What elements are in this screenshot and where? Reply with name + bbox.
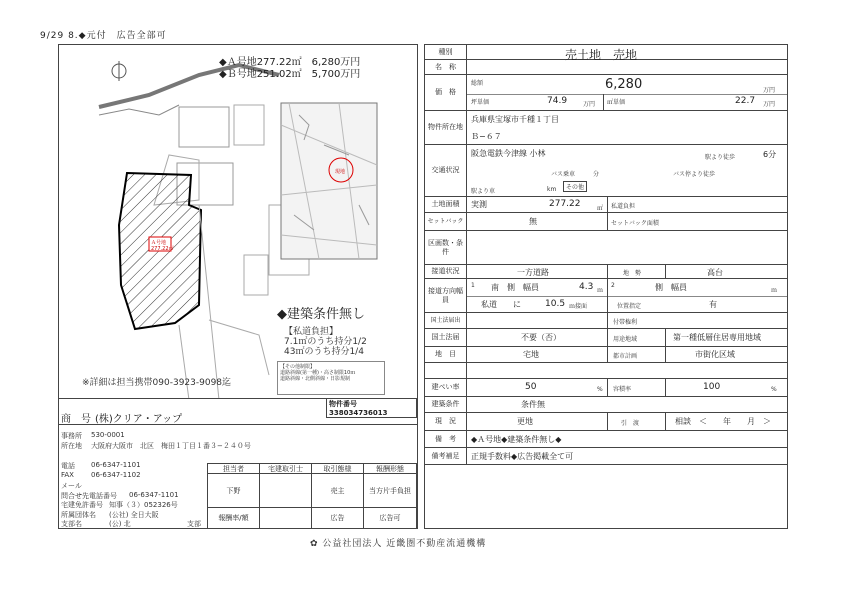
footer-text: 公益社団法人 近畿圏不動産流通機構: [322, 539, 487, 549]
private-road-note: 【私道負担】 7.1㎡のうち持分1/2 43㎡のうち持分1/4: [284, 327, 367, 357]
spec-row-supplement: 備考補足 正規手数料◆広告掲載全て可: [425, 448, 787, 465]
address-value: 大阪府大阪市 北区 梅田１丁目１番３−２４０号: [91, 442, 251, 450]
dir2-unit: ｍ: [771, 287, 778, 294]
spec-row-setback: セットバック 無 セットバック面積: [425, 213, 787, 231]
tel-value: 06-6347-1101: [91, 461, 141, 469]
office-value: 530-0001: [91, 431, 125, 439]
table-cell: 売主: [312, 474, 364, 508]
private-road-label: 私道負担: [611, 203, 636, 210]
area-value: 277.22: [549, 199, 581, 209]
spec-row-name: 名 称: [425, 60, 787, 75]
dir1: 南 側 幅員: [491, 283, 539, 292]
spec-row-category: 地 目 宅地 都市計画 市街化区域: [425, 347, 787, 363]
fax-value: 06-6347-1102: [91, 471, 141, 479]
tel-label: 電話: [61, 462, 75, 470]
table-header: 報酬形態: [364, 464, 417, 474]
walk-label: 駅より徒歩: [705, 154, 736, 161]
remarks-value: ◆Ａ号地◆建築条件無し◆: [471, 435, 562, 444]
lot-a-label: ◆Ａ号地277.22㎡ 6,280万円: [219, 57, 361, 68]
road-value: 一方道路: [517, 268, 549, 277]
city-plan-label: 都市計画: [613, 353, 638, 360]
floor-ratio-label: 容積率: [613, 386, 632, 393]
price-total-label: 総額: [471, 80, 484, 87]
ad-label: 広告: [312, 508, 364, 529]
spec-row-count: 区画数・条件: [425, 231, 787, 265]
dir1-unit: ｍ: [597, 287, 604, 294]
area-unit: ㎡: [597, 205, 604, 212]
position-label: 位置指定: [617, 303, 642, 310]
utility-label: 付帯権利: [613, 319, 638, 326]
lot-b-label: ◆Ｂ号地251.02㎡ 5,700万円: [219, 69, 361, 80]
handover-value: 相談 ＜ 年 月 ＞: [675, 417, 771, 426]
spec-row-location: 物件所在地 兵庫県宝塚市千種１丁目 Ｂ−６７: [425, 111, 787, 145]
type-value: 売土地 売地: [565, 48, 638, 62]
inquiry-value: 06-6347-1101: [129, 491, 179, 499]
mail-label: メール: [61, 482, 82, 490]
spec-row-remarks: 備 考 ◆Ａ号地◆建築条件無し◆: [425, 431, 787, 448]
fee-value: [260, 508, 312, 529]
price-total: 6,280: [605, 77, 643, 92]
property-spec-panel: [424, 44, 788, 529]
company-label: 商 号: [61, 414, 91, 425]
spec-row-direction: 接道方向幅員 1 南 側 幅員 4.3 ｍ 2 側 幅員 ｍ 私道 に 10.5 ｍ接面 位置指定 有: [425, 279, 787, 313]
spec-row-building: 建築条件 条件無: [425, 397, 787, 413]
floor-ratio-unit: %: [771, 386, 777, 393]
restriction-box: 【その他制限】 道路斜線(第一種)・高さ制限10ｍ 道路斜線・北側斜線・日影規制: [277, 361, 385, 395]
spec-row-blank: [425, 363, 787, 379]
other-label: その他: [563, 181, 587, 192]
map-area: [59, 45, 417, 399]
terrain-label: 地 勢: [623, 270, 642, 277]
license-value: 知事（３）052326号: [109, 501, 178, 509]
tsubo-unit: 万円: [583, 101, 596, 108]
price-unit: 万円: [763, 87, 776, 94]
category-value: 宅地: [523, 350, 539, 359]
branch-value: (公) 北: [109, 520, 131, 528]
floor-ratio-value: 100: [703, 382, 721, 392]
building-cond-value: 条件無: [521, 400, 545, 409]
ad-value: 広告可: [364, 508, 417, 529]
table-header: 取引態様: [312, 464, 364, 474]
tsubo-label: 坪単価: [471, 99, 490, 106]
sqm-value: 22.7: [735, 96, 756, 106]
association-value: (公社) 全日大阪: [109, 511, 159, 519]
condition-note: ◆建築条件無し: [277, 307, 365, 322]
lot-mark-area: 277.22㎡: [151, 246, 174, 252]
dir1-width: 4.3: [579, 282, 594, 292]
zoning-value: 第一種低層住居専用地域: [673, 333, 761, 342]
land-use-value: 不要（否）: [521, 333, 561, 342]
license-label: 宅建免許番号: [61, 501, 103, 509]
frontage-unit: ｍ接面: [569, 303, 588, 310]
tsubo-value: 74.9: [547, 96, 568, 106]
bus-walk: バス停より徒歩: [673, 171, 716, 178]
city-plan-value: 市街化区域: [695, 350, 735, 359]
property-map-panel: [58, 44, 418, 529]
table-header: 担当者: [208, 464, 260, 474]
spec-row-national: 国土法届出 付帯権利: [425, 313, 787, 329]
table-cell: [260, 474, 312, 508]
locator-map: [281, 103, 377, 259]
spec-row-road: 接道状況 一方道路 地 勢 高台: [425, 265, 787, 279]
branch-label: 支部名: [61, 520, 82, 528]
divider: [59, 424, 417, 425]
frontage: 10.5: [545, 299, 566, 309]
zoning-label: 用途地域: [613, 336, 638, 343]
build-ratio-value: 50: [525, 382, 537, 392]
branch-suffix: 支部: [187, 520, 201, 528]
car-label: 駅より車: [471, 188, 496, 195]
agent-transaction-table: [207, 463, 417, 529]
location-line-1: 兵庫県宝塚市千種１丁目: [471, 115, 559, 124]
office-label: 事務所: [61, 432, 82, 440]
dir1-no: 1: [471, 282, 475, 289]
organization-logo-icon: ✿: [310, 539, 323, 549]
table-header: 宅建取引士: [260, 464, 312, 474]
line-value: 阪急電鉄今津線 小林: [471, 149, 546, 158]
area-kind: 実測: [471, 200, 487, 209]
address-label: 所在地: [61, 442, 82, 450]
memo: 9/29 8.◆元付 広告全部可: [40, 31, 167, 41]
spec-row-price: 価 格 総額 6,280 万円 坪単価 74.9 万円 ㎡単価 22.7 万円: [425, 75, 787, 111]
walk-value: 6分: [763, 150, 777, 159]
spec-row-status: 現 況 更地 引 渡 相談 ＜ 年 月 ＞: [425, 413, 787, 431]
table-cell: 下野: [208, 474, 260, 508]
detail-note: ※詳細は担当携帯090-3923-9098迄: [82, 378, 232, 388]
sqm-unit: 万円: [763, 101, 776, 108]
dir2: 側 幅員: [655, 283, 687, 292]
position-value: 有: [709, 300, 717, 309]
terrain-value: 高台: [707, 268, 723, 277]
location-mark-text: 現地: [335, 169, 346, 175]
spec-row-land-use: 国土法届 不要（否） 用途地域 第一種低層住居専用地域: [425, 329, 787, 347]
lot-mark-text: Ａ号地: [151, 240, 167, 246]
build-ratio-unit: %: [597, 386, 603, 393]
association-label: 所属団体名: [61, 511, 96, 519]
spec-row-ratio: 建ぺい率 50 % 容積率 100 %: [425, 379, 787, 397]
location-line-2: Ｂ−６７: [471, 132, 502, 141]
setback-area-label: セットバック面積: [611, 220, 659, 227]
bus-ride: バス乗車 分: [551, 171, 600, 178]
spec-row-traffic: 交通状況 阪急電鉄今津線 小林 駅より徒歩 6分 バス乗車 分 バス停より徒歩 その他 駅より車 km: [425, 145, 787, 197]
supplement-value: 正規手数料◆広告掲載全て可: [471, 452, 574, 461]
property-number: 物件番号 338034736013: [326, 398, 417, 418]
fax-label: FAX: [61, 471, 74, 479]
fee-label: 報酬率/額: [208, 508, 260, 529]
company-name: (株)クリア・アップ: [95, 414, 183, 425]
handover-label: 引 渡: [621, 420, 640, 427]
sqm-label: ㎡単価: [607, 99, 626, 106]
inquiry-label: 問合せ先電話番号: [61, 492, 117, 500]
footer-organization: [310, 536, 486, 549]
spec-row-area: 土地面積 実測 277.22 ㎡ 私道負担: [425, 197, 787, 213]
road-type: 私道 に: [481, 300, 521, 309]
car-unit: km: [547, 186, 557, 193]
dir2-no: 2: [611, 282, 615, 289]
table-cell: 当方片手負担: [364, 474, 417, 508]
status-value: 更地: [517, 417, 533, 426]
setback-value: 無: [529, 217, 537, 226]
spec-row-type: 種別 売土地 売地: [425, 45, 787, 60]
